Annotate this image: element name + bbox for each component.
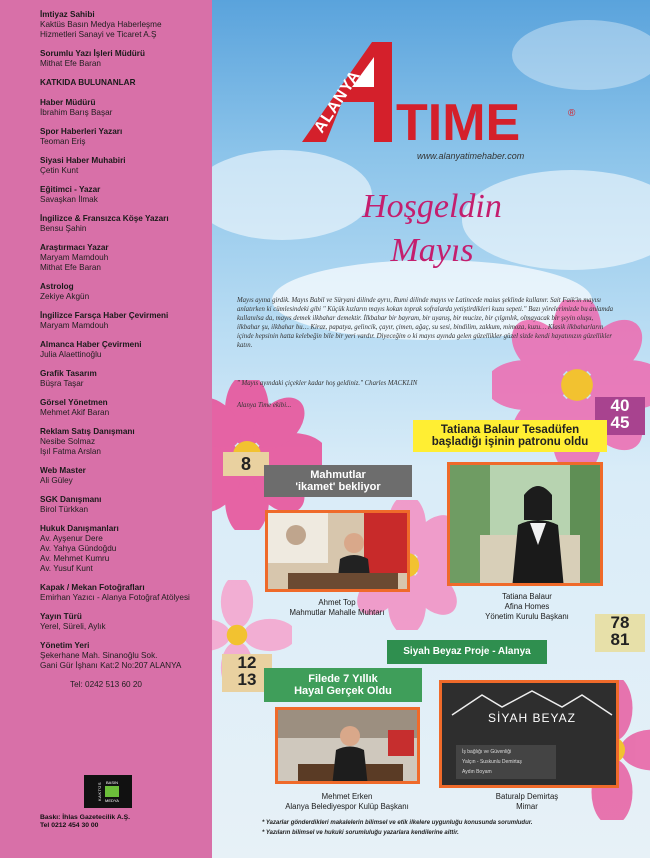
- masthead-role: Hukuk Danışmanları: [40, 524, 119, 533]
- masthead-role: Reklam Satış Danışmanı: [40, 427, 135, 436]
- filede-title-line2: Hayal Gerçek Oldu: [294, 685, 392, 697]
- tatiana-caption: [447, 592, 607, 622]
- caption-name: Mehmet Erken: [321, 792, 373, 801]
- masthead-group: [40, 369, 212, 389]
- siyah-caption: [447, 792, 607, 812]
- caption-role: Yönetim Kurulu Başkanı: [485, 612, 569, 621]
- masthead-group: [40, 427, 212, 457]
- alanya-time-logo: [292, 42, 592, 152]
- masthead-list: [40, 10, 212, 671]
- masthead-name: Zekiye Akgün: [40, 292, 90, 301]
- logo-word: TIME: [396, 94, 521, 152]
- masthead-role: Haber Müdürü: [40, 98, 96, 107]
- masthead-group: [40, 524, 212, 574]
- masthead-name: Av. Yahya Gündoğdu: [40, 544, 117, 553]
- logo-registered: ®: [568, 108, 576, 119]
- masthead-role: Siyasi Haber Muhabiri: [40, 156, 126, 165]
- masthead-name: Maryam Mamdouh: [40, 321, 109, 330]
- masthead-name: Teoman Eriş: [40, 137, 86, 146]
- printer-phone: Tel 0212 454 30 00: [40, 822, 99, 829]
- masthead-name: Av. Mehmet Kumru: [40, 554, 110, 563]
- masthead-name: Birol Türkkan: [40, 505, 89, 514]
- masthead-group: [40, 243, 212, 273]
- masthead-name: Savaşkan İlmak: [40, 195, 98, 204]
- mahmutlar-photo: [265, 510, 410, 592]
- tatiana-photo: [447, 462, 603, 586]
- printer-info: [40, 814, 130, 830]
- masthead-group: [40, 214, 212, 234]
- masthead-role: Görsel Yönetmen: [40, 398, 108, 407]
- masthead-name: Av. Yusuf Kunt: [40, 564, 93, 573]
- masthead-role: Spor Haberleri Yazarı: [40, 127, 123, 136]
- masthead-name: Bensu Şahin: [40, 224, 87, 233]
- masthead-role: KATKIDA BULUNANLAR: [40, 78, 136, 87]
- masthead-role: Yayın Türü: [40, 612, 82, 621]
- headline-line1: Hoşgeldin: [362, 188, 502, 225]
- masthead-role: Web Master: [40, 466, 86, 475]
- masthead-name: Hizmetleri Sanayi ve Ticaret A.Ş: [40, 30, 157, 39]
- masthead-name: Maryam Mamdouh: [40, 253, 109, 262]
- publisher-logo-top: BASIN: [105, 780, 118, 785]
- page-end: 45: [610, 413, 630, 432]
- intro-paragraph: Mayıs ayına girdik. Mayıs Babil ve Süryani dilinde ayrıı, Rumi dilinde mayıs ve Latincede maius şeklinde kullanır. Sait Faik'in mayısı anlatırken ki cümlesindeki gibi " Küçük kızların mayıs kokan toprak sofralarda yetiştirdikleri kuzu sepeti." Bazı yörelerimizde bu anlamda kullanılsa da, mayıs demek ilkbahar demektir. İlkbahar bir bayram, bir uyanış, bir mucize, bir çılgınlık, olmayacak bir şeyin oluşu, ilkbahar şu, ilkbahar bu… Kiraz, papatya, gelincik, çayır, çimen, ağaç, su sesi, bindilim, zakkum, mimoza, kuzu… Klasik ilkbaharların içinde hepsinin hatta kelebeğin bile bir yeri vardır. Diyeceğim o ki mayıs ayında gelen güzellikler güzel sizde kendi hayatınızın güzellikler katın.: [237, 297, 614, 349]
- tatiana-title-line1: Tatiana Balaur Tesadüfen: [440, 424, 580, 436]
- mahmutlar-caption: [252, 598, 422, 618]
- masthead-group: [40, 282, 212, 302]
- footnote-2: * Yazıların bilimsel ve hukuki sorumluluğu yazarlara kendilerine aittir.: [262, 830, 459, 836]
- masthead-group: [40, 466, 212, 486]
- masthead-group: [40, 156, 212, 176]
- publisher-logo-bottom: MEDYA: [105, 798, 119, 803]
- page-end: 13: [237, 670, 257, 689]
- masthead-name: Av. Ayşenur Dere: [40, 534, 103, 543]
- page-start: 78: [610, 613, 630, 632]
- masthead-role: Araştırmacı Yazar: [40, 243, 109, 252]
- filede-photo: [275, 707, 420, 784]
- masthead-group: [40, 641, 212, 671]
- masthead-group: [40, 340, 212, 360]
- masthead-name: Mithat Efe Baran: [40, 263, 101, 272]
- page-number-siyah: [595, 614, 645, 652]
- screen-list-item: Yalçın - Suskunlu Demirtaş: [462, 759, 522, 765]
- masthead-name: Mehmet Akif Baran: [40, 408, 110, 417]
- masthead-group: [40, 10, 212, 40]
- siyah-title: Siyah Beyaz Proje - Alanya: [387, 640, 547, 664]
- caption-role: Mimar: [516, 802, 538, 811]
- masthead-group: [40, 185, 212, 205]
- page-start: 12: [237, 653, 257, 672]
- masthead-role: İngilizce & Fransızca Köşe Yazarı: [40, 214, 169, 223]
- caption-role: Mahmutlar Mahalle Muhtarı: [289, 608, 385, 617]
- page-number-mahmutlar: 8: [223, 452, 269, 476]
- publisher-logo: [84, 775, 132, 808]
- mahmutlar-title: [264, 465, 412, 497]
- masthead-name: Julia Alaettinoğlu: [40, 350, 102, 359]
- masthead-name: Nesibe Solmaz: [40, 437, 96, 446]
- siyah-photo: [439, 680, 619, 788]
- filede-title-line1: Filede 7 Yıllık: [308, 673, 378, 685]
- caption-name: Ahmet Top: [318, 598, 356, 607]
- intro-quote: " Mayıs ayındaki çiçekler kadar hoş geldiniz." Charles MACKLIN: [237, 380, 418, 387]
- screen-list: [462, 747, 522, 777]
- masthead-role: SGK Danışmanı: [40, 495, 102, 504]
- page-start: 40: [610, 396, 630, 415]
- masthead-role: İmtiyaz Sahibi: [40, 10, 95, 19]
- mahmutlar-title-line2: 'ikamet' bekliyor: [295, 481, 381, 493]
- intro-signature: Alanya Time ekibi...: [237, 402, 292, 409]
- filede-caption: [252, 792, 442, 812]
- masthead-name: Işıl Fatma Arslan: [40, 447, 101, 456]
- screen-title: SİYAH BEYAZ: [488, 711, 576, 725]
- masthead-group: [40, 495, 212, 515]
- screen-list-item: İş bağlığı ve Güvenliği: [462, 749, 512, 755]
- masthead-group: [40, 49, 212, 69]
- masthead-group: [40, 98, 212, 118]
- screen-list-item: Aydın Boyam: [462, 769, 492, 775]
- cactus-icon: [105, 786, 119, 797]
- mahmutlar-title-line1: Mahmutlar: [310, 469, 366, 481]
- masthead-name: Gani Gür İşhanı Kat:2 No:207 ALANYA: [40, 661, 182, 670]
- masthead-name: İbrahim Barış Başar: [40, 108, 113, 117]
- filede-title: [264, 668, 422, 702]
- page-end: 81: [610, 630, 630, 649]
- masthead-group: [40, 127, 212, 147]
- masthead-name: Kaktüs Basın Medya Haberleşme: [40, 20, 162, 29]
- tatiana-title: [413, 420, 607, 452]
- footnote-1: * Yazarlar gönderdikleri makalelerin bilimsel ve etik ilkelere uygunluğu konusunda sorumludur.: [262, 820, 533, 826]
- masthead-role: Astrolog: [40, 282, 74, 291]
- masthead-name: Şekerhane Mah. Sinanoğlu Sok.: [40, 651, 158, 660]
- masthead-name: Büşra Taşar: [40, 379, 84, 388]
- caption-name: Baturalp Demirtaş: [495, 792, 559, 801]
- masthead-role: Yönetim Yeri: [40, 641, 90, 650]
- masthead-group: [40, 78, 212, 88]
- logo-brand: ALANYA: [311, 67, 365, 137]
- masthead-role: Eğitimci - Yazar: [40, 185, 101, 194]
- masthead-name: Ali Güley: [40, 476, 73, 485]
- publisher-logo-left: KAKTÜS: [97, 781, 102, 801]
- masthead-role: İngilizce Farsça Haber Çevirmeni: [40, 311, 169, 320]
- masthead-group: [40, 398, 212, 418]
- tatiana-title-line2: başladığı işinin patronu oldu: [431, 436, 589, 448]
- caption-name: Tatiana Balaur: [502, 592, 552, 601]
- phone: Tel: 0242 513 60 20: [70, 680, 142, 689]
- masthead-name: Mithat Efe Baran: [40, 59, 101, 68]
- masthead-group: [40, 583, 212, 603]
- masthead-group: [40, 311, 212, 331]
- printer-name: Baskı: İhlas Gazetecilik A.Ş.: [40, 814, 131, 821]
- masthead-sidebar: [0, 0, 212, 858]
- masthead-role: Kapak / Mekan Fotoğrafları: [40, 583, 145, 592]
- cover-main: [212, 0, 650, 858]
- headline-line2: Mayıs: [390, 232, 474, 269]
- masthead-name: Çetin Kunt: [40, 166, 79, 175]
- masthead-role: Sorumlu Yazı İşleri Müdürü: [40, 49, 145, 58]
- caption-company: Afina Homes: [504, 602, 550, 611]
- masthead-group: [40, 612, 212, 632]
- masthead-role: Almanca Haber Çevirmeni: [40, 340, 142, 349]
- caption-role: Alanya Belediyespor Kulüp Başkanı: [285, 802, 409, 811]
- masthead-role: Grafik Tasarım: [40, 369, 97, 378]
- logo-url: www.alanyatimehaber.com: [417, 151, 525, 161]
- masthead-name: Emirhan Yazıcı - Alanya Fotoğraf Atölyesi: [40, 593, 190, 602]
- masthead-name: Yerel, Süreli, Aylık: [40, 622, 106, 631]
